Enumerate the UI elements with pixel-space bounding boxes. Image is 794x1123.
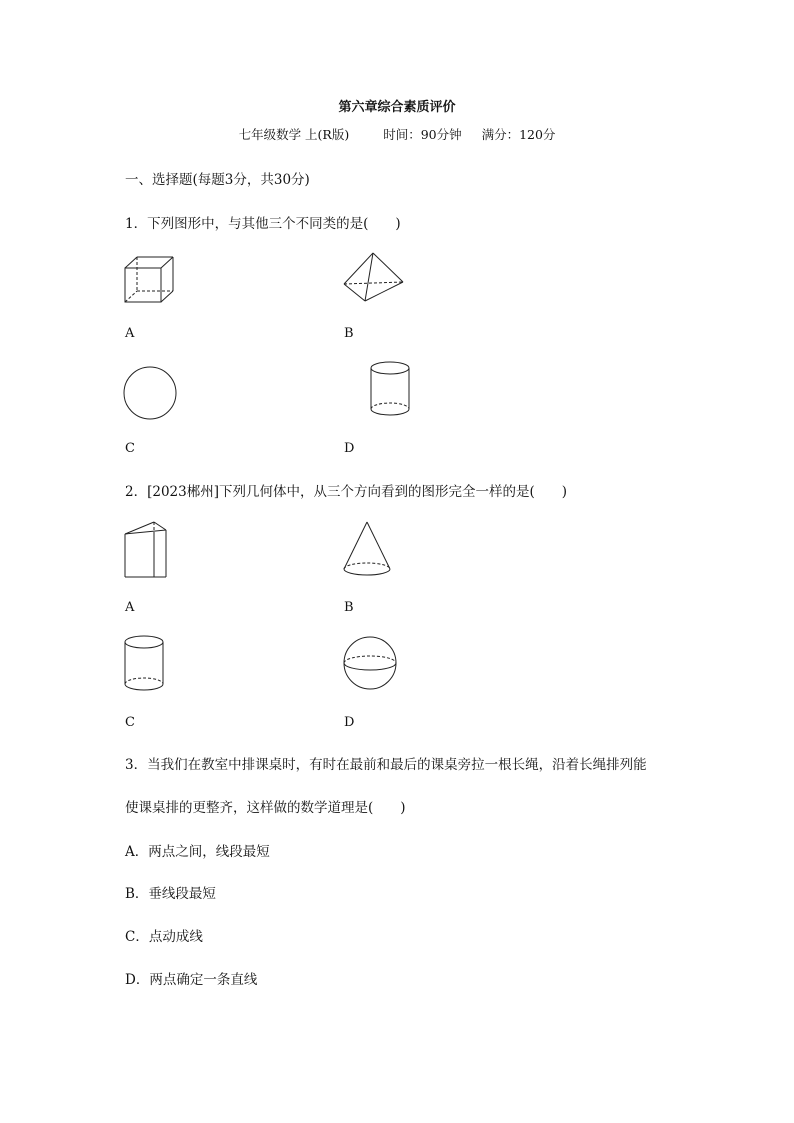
q3-option-a: A．两点之间，线段最短 [125, 844, 270, 860]
q2-option-b-label: B [344, 600, 354, 615]
exam-info [0, 125, 794, 143]
q2-option-d-label: D [344, 715, 355, 730]
sphere-figure [343, 636, 399, 692]
question-3-stem-line-2: 使课桌排的更整齐，这样做的数学道理是( ) [125, 800, 406, 816]
cylinder-figure [370, 361, 412, 417]
q3-option-b: B．垂线段最短 [125, 886, 216, 902]
q1-option-b-label: B [344, 326, 354, 341]
cylinder-figure [124, 634, 166, 694]
question-3-stem-line-1: 3．当我们在教室中排课桌时，有时在最前和最后的课桌旁拉一根长绳，沿着长绳排列能 [125, 757, 647, 773]
q2-option-c-label: C [125, 715, 135, 730]
pyramid-figure [343, 252, 405, 304]
q2-option-a-label: A [125, 600, 135, 615]
cube-figure [124, 256, 174, 304]
page-title: 第六章综合素质评价 [338, 100, 456, 115]
q3-option-d: D．两点确定一条直线 [125, 972, 258, 988]
q3-option-c: C．点动成线 [125, 929, 203, 945]
circle-figure [123, 366, 179, 422]
q1-option-a-label: A [125, 326, 135, 341]
grade-info: 七年级数学 上(R版) [238, 127, 350, 142]
time-info: 时间：90分钟 [383, 127, 462, 142]
q1-option-c-label: C [125, 441, 135, 456]
triangular-prism-figure [124, 520, 168, 580]
question-2-stem: 2．[2023郴州]下列几何体中，从三个方向看到的图形完全一样的是( ) [125, 484, 568, 500]
question-1-stem: 1．下列图形中，与其他三个不同类的是( ) [125, 216, 401, 232]
score-info: 满分：120分 [481, 127, 556, 142]
section-heading: 一、选择题(每题3分，共30分) [125, 172, 310, 188]
q1-option-d-label: D [344, 441, 355, 456]
cone-figure [343, 520, 393, 578]
